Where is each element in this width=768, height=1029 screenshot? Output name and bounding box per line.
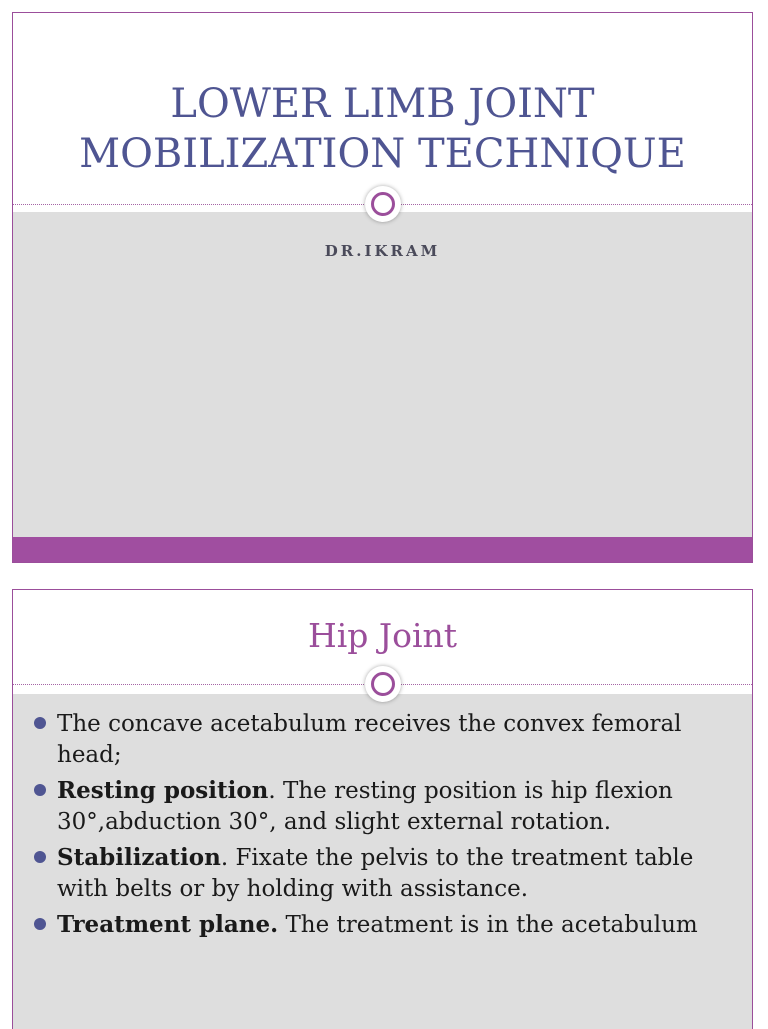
bullet-bold-lead: Treatment plane. — [57, 911, 279, 938]
bullet-text: The treatment is in the acetabulum — [278, 912, 698, 938]
bullet-item — [33, 909, 722, 941]
footer-band — [13, 537, 752, 563]
bullet-item — [33, 842, 722, 905]
bullet-bold-lead: Stabilization — [57, 844, 221, 871]
bullet-item — [33, 708, 722, 771]
grey-content-panel — [13, 212, 752, 537]
bullet-dot-icon — [34, 784, 46, 796]
hip-joint-slide — [12, 589, 753, 1029]
title-line-2: MOBILIZATION TECHNIQUE — [79, 131, 686, 177]
bullet-dot-icon — [34, 717, 46, 729]
bullet-list — [33, 708, 722, 945]
slide-title: Hip Joint — [307, 616, 458, 655]
bullet-text: . The resting position is hip flexion 30°,abduction 30°, and slight external rotation. — [57, 778, 673, 835]
title-slide — [12, 12, 753, 563]
circle-ornament-icon — [365, 666, 401, 702]
bullet-item — [33, 775, 722, 838]
author-subtitle: DR.IKRAM — [324, 242, 441, 260]
bullet-bold-lead: Resting position — [57, 777, 269, 804]
bullet-dot-icon — [34, 918, 46, 930]
slide-title — [13, 79, 752, 179]
bullet-text: The concave acetabulum receives the convex femoral head; — [57, 711, 682, 768]
bullet-dot-icon — [34, 851, 46, 863]
circle-ornament-icon — [365, 186, 401, 222]
bullet-text: . Fixate the pelvis to the treatment table with belts or by holding with assistance. — [57, 845, 694, 902]
title-line-1: LOWER LIMB JOINT — [170, 81, 595, 127]
